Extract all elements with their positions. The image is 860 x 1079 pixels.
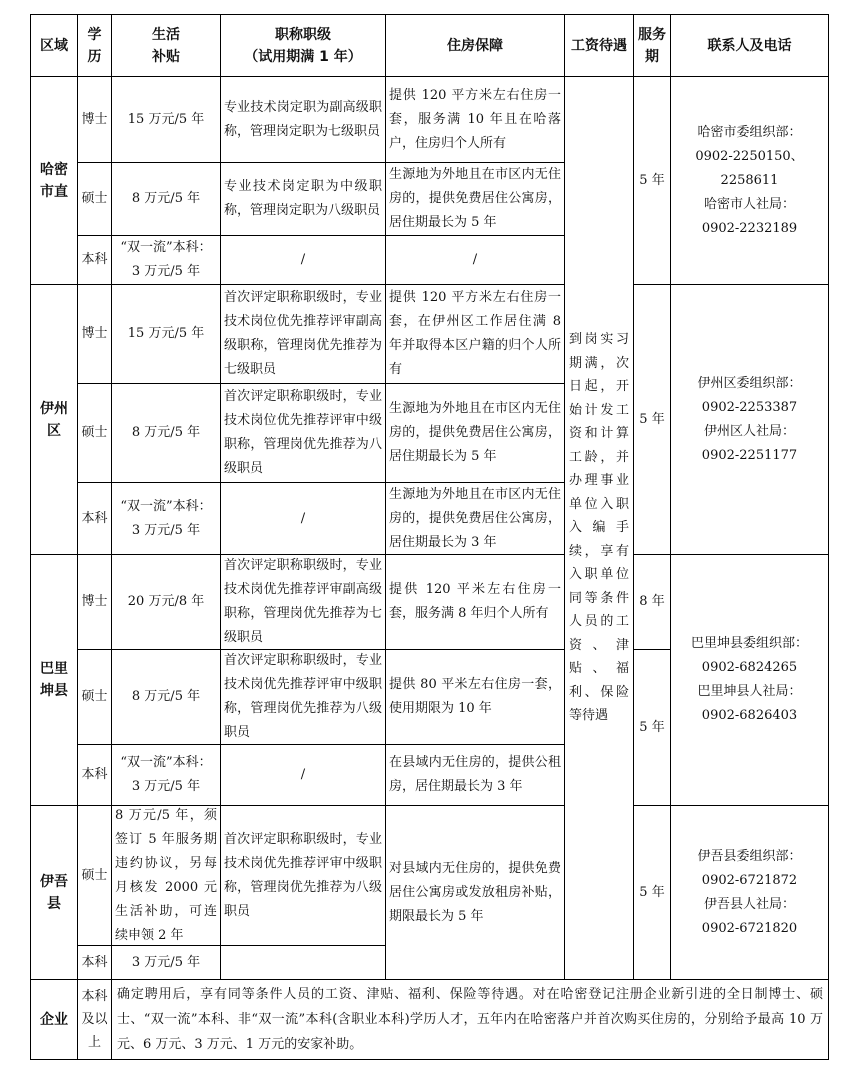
rank-yizhou-master: 首次评定职称职级时，专业技术岗位优先推荐评审中级职称，管理岗优先推荐为八级职员	[220, 383, 386, 483]
salary-cell: 到岗实习期满，次日起，开始计发工资和计算工龄，并办理事业单位入职入编手续，享有入职单位同等条件人员的工资、津贴、福利、保险等待遇	[564, 76, 634, 980]
housing-yizhou-phd: 提供 120 平方米左右住房一套，在伊州区工作居住满 8 年并取得本区户籍的归个人所有	[385, 284, 565, 384]
subsidy-yizhou-bachelor: “双一流”本科： 3 万元/5 年	[111, 482, 221, 555]
housing-hami-phd: 提供 120 平方米左右住房一套，服务满 10 年且在哈落户，住房归个人所有	[385, 76, 565, 163]
contact-yiwu: 伊吾县委组织部： 0902-6721872 伊吾县人社局： 0902-6721820	[670, 805, 829, 980]
edu-yiwu-master: 硕士	[77, 805, 112, 946]
housing-yiwu: 对县域内无住房的，提供免费居住公寓房或发放租房补贴，期限最长为 5 年	[385, 805, 565, 980]
rank-hami-phd: 专业技术岗定职为副高级职称，管理岗定职为七级职员	[220, 76, 386, 163]
region-yiwu: 伊吾 县	[30, 805, 78, 980]
housing-hami-master: 生源地为外地且在市区内无住房的，提供免费居住公寓房，居住期最长为 5 年	[385, 162, 565, 236]
subsidy-balikun-bachelor: “双一流”本科： 3 万元/5 年	[111, 744, 221, 806]
service-balikun-other: 5 年	[633, 649, 671, 806]
housing-yizhou-master: 生源地为外地且在市区内无住房的，提供免费居住公寓房，居住期最长为 5 年	[385, 383, 565, 483]
contact-hami: 哈密市委组织部： 0902-2250150、2258611 哈密市人社局： 0902-2232189	[670, 76, 829, 285]
housing-yizhou-bachelor: 生源地为外地且在市区内无住房的，提供免费居住公寓房，居住期最长为 3 年	[385, 482, 565, 555]
subsidy-balikun-master: 8 万元/5 年	[111, 649, 221, 745]
service-yizhou: 5 年	[633, 284, 671, 555]
region-yizhou: 伊州 区	[30, 284, 78, 555]
region-enterprise: 企业	[30, 979, 78, 1060]
header-education: 学历	[77, 14, 112, 77]
subsidy-yizhou-master: 8 万元/5 年	[111, 383, 221, 483]
subsidy-hami-master: 8 万元/5 年	[111, 162, 221, 236]
header-title-rank: 职称职级 （试用期满 1 年）	[220, 14, 386, 77]
edu-balikun-master: 硕士	[77, 649, 112, 745]
housing-balikun-phd: 提供 120 平米左右住房一套，服务满 8 年归个人所有	[385, 554, 565, 650]
rank-balikun-master: 首次评定职称职级时，专业技术岗优先推荐评审中级职称，管理岗优先推荐为八级职员	[220, 649, 386, 745]
contact-yizhou: 伊州区委组织部： 0902-2253387 伊州区人社局： 0902-2251177	[670, 284, 829, 555]
rank-yiwu-bachelor-empty	[220, 945, 386, 980]
service-hami: 5 年	[633, 76, 671, 285]
subsidy-hami-bachelor: “双一流”本科： 3 万元/5 年	[111, 235, 221, 285]
service-yiwu: 5 年	[633, 805, 671, 980]
enterprise-policy: 确定聘用后，享有同等条件人员的工资、津贴、福利、保险等待遇。对在哈密登记注册企业新引进的全日制博士、硕士、“双一流”本科、非“双一流”本科(含职业本科)学历人才，五年内在哈密落户并首次购买住房的，分别给予最高 10 万元、6 万元、3 万元、1 万元的安家补助。	[111, 979, 829, 1060]
housing-balikun-bachelor: 在县域内无住房的，提供公租房，居住期最长为 3 年	[385, 744, 565, 806]
rank-balikun-bachelor: /	[220, 744, 386, 806]
housing-balikun-master: 提供 80 平米左右住房一套，使用期限为 10 年	[385, 649, 565, 745]
rank-hami-master: 专业技术岗定职为中级职称，管理岗定职为八级职员	[220, 162, 386, 236]
header-contact: 联系人及电话	[670, 14, 829, 77]
edu-yizhou-master: 硕士	[77, 383, 112, 483]
rank-yiwu: 首次评定职称职级时，专业技术岗优先推荐评审中级职称，管理岗优先推荐为八级职员	[220, 805, 386, 946]
housing-hami-bachelor: /	[385, 235, 565, 285]
subsidy-yiwu-bachelor: 3 万元/5 年	[111, 945, 221, 980]
edu-balikun-bachelor: 本科	[77, 744, 112, 806]
header-salary: 工资待遇	[564, 14, 634, 77]
rank-yizhou-bachelor: /	[220, 482, 386, 555]
edu-balikun-phd: 博士	[77, 554, 112, 650]
edu-yiwu-bachelor: 本科	[77, 945, 112, 980]
edu-hami-master: 硕士	[77, 162, 112, 236]
rank-hami-bachelor: /	[220, 235, 386, 285]
header-housing: 住房保障	[385, 14, 565, 77]
edu-yizhou-phd: 博士	[77, 284, 112, 384]
header-subsidy: 生活 补贴	[111, 14, 221, 77]
edu-hami-bachelor: 本科	[77, 235, 112, 285]
subsidy-yizhou-phd: 15 万元/5 年	[111, 284, 221, 384]
edu-yizhou-bachelor: 本科	[77, 482, 112, 555]
header-service: 服务 期	[633, 14, 671, 77]
header-region: 区域	[30, 14, 78, 77]
region-balikun: 巴里 坤县	[30, 554, 78, 806]
region-hami: 哈密 市直	[30, 76, 78, 285]
edu-hami-phd: 博士	[77, 76, 112, 163]
service-balikun-phd: 8 年	[633, 554, 671, 650]
rank-yizhou-phd: 首次评定职称职级时，专业技术岗位优先推荐评审副高级职称，管理岗优先推荐为七级职员	[220, 284, 386, 384]
contact-balikun: 巴里坤县委组织部： 0902-6824265 巴里坤县人社局： 0902-6826403	[670, 554, 829, 806]
rank-balikun-phd: 首次评定职称职级时，专业技术岗优先推荐评审副高级职称，管理岗优先推荐为七级职员	[220, 554, 386, 650]
subsidy-hami-phd: 15 万元/5 年	[111, 76, 221, 163]
subsidy-yiwu-master: 8 万元/5 年，须签订 5 年服务期违约协议，另每月核发 2000 元生活补助，可连续申领 2 年	[111, 805, 221, 946]
edu-enterprise: 本科 及以 上	[77, 979, 112, 1060]
subsidy-balikun-phd: 20 万元/8 年	[111, 554, 221, 650]
